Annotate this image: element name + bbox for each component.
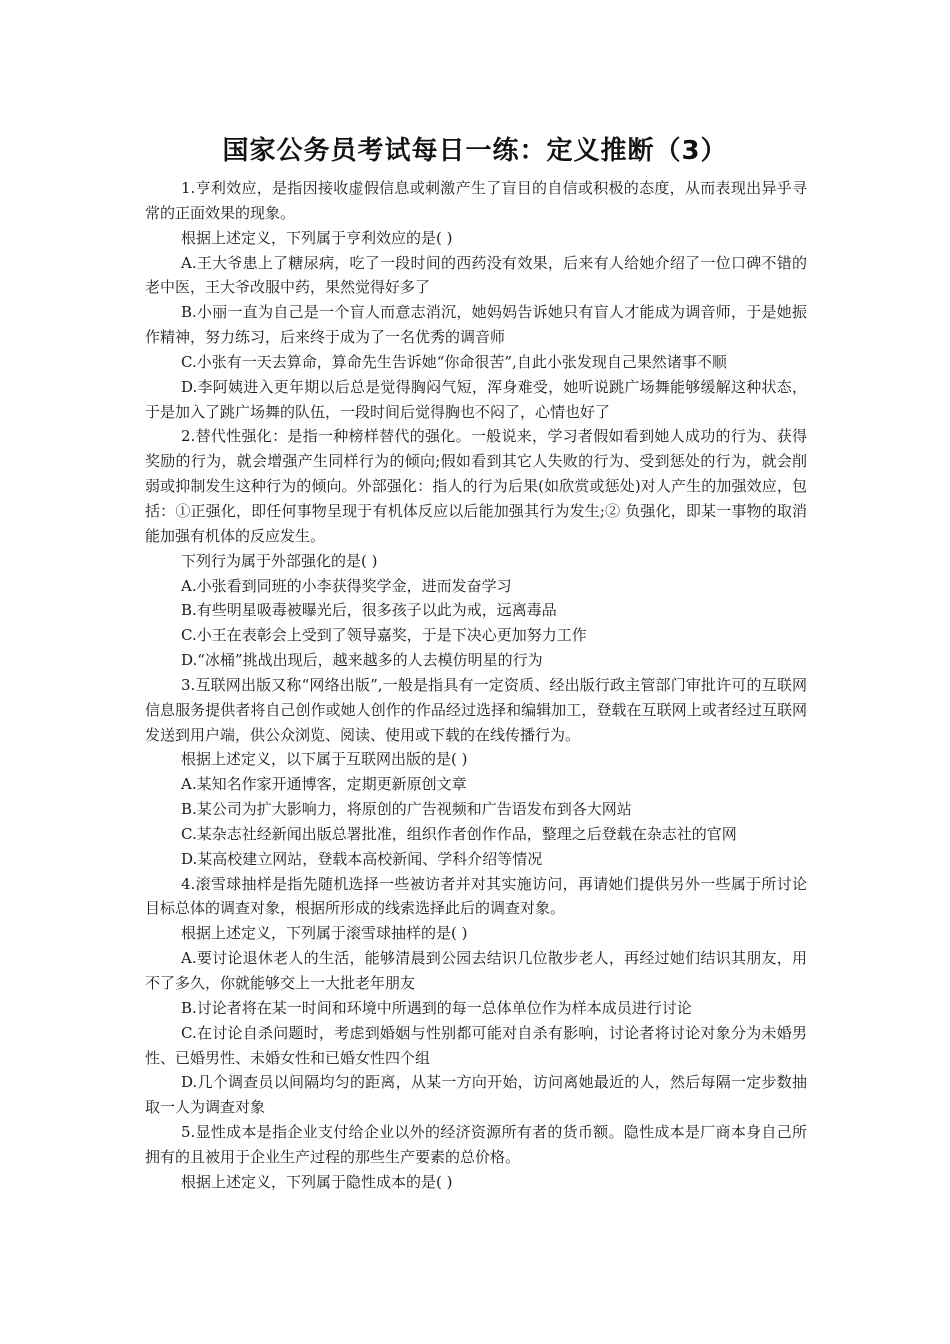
paragraph: B.有些明星吸毒被曝光后，很多孩子以此为戒，远离毒品 bbox=[181, 601, 557, 620]
paragraph: 根据上述定义，下列属于亨利效应的是( ) bbox=[181, 228, 453, 247]
paragraph: D.“冰桶”挑战出现后，越来越多的人去模仿明星的行为 bbox=[181, 651, 543, 670]
paragraph: C.某杂志社经新闻出版总署批准，组织作者创作作品，整理之后登载在杂志社的官网 bbox=[181, 824, 737, 843]
paragraph: 根据上述定义，下列属于隐性成本的是( ) bbox=[181, 1172, 453, 1191]
page-title: 国家公务员考试每日一练：定义推断（3） bbox=[222, 136, 728, 166]
paragraph: 根据上述定义，以下属于互联网出版的是( ) bbox=[181, 750, 468, 769]
paragraph: D.李阿姨进入更年期以后总是觉得胸闷气短，浑身难受，她听说跳广场舞能够缓解这种状态，于是加入了跳广场舞的队伍，一段时间后觉得胸也不闷了，心情也好了 bbox=[145, 377, 807, 421]
paragraph: D.某高校建立网站，登载本高校新闻、学科介绍等情况 bbox=[181, 849, 543, 868]
paragraph: 2.替代性强化：是指一种榜样替代的强化。一般说来，学习者假如看到她人成功的行为、获得奖励的行为，就会增强产生同样行为的倾向;假如看到其它人失败的行为、受到惩处的行为，就会削弱或抑制发生这种行为的倾向。外部强化：指人的行为后果(如欣赏或惩处)对人产生的加强效应，包括：①正强化，即任何事物呈现于有机体反应以后能加强其行为发生;② 负强化，即某一事物的取消能加强有机体的反应发生。 bbox=[145, 427, 807, 545]
paragraph: A.要讨论退休老人的生活，能够清晨到公园去结识几位散步老人，再经过她们结识其朋友，用不了多久，你就能够交上一大批老年朋友 bbox=[145, 949, 807, 992]
paragraph: A.某知名作家开通博客，定期更新原创文章 bbox=[181, 775, 467, 794]
document-body bbox=[145, 176, 807, 1195]
paragraph: B.小丽一直为自己是一个盲人而意志消沉，她妈妈告诉她只有盲人才能成为调音师，于是她振作精神，努力练习，后来终于成为了一名优秀的调音师 bbox=[145, 303, 807, 347]
paragraph: C.小王在表彰会上受到了领导嘉奖，于是下决心更加努力工作 bbox=[181, 626, 587, 645]
paragraph: D.几个调查员以间隔均匀的距离，从某一方向开始，访问离她最近的人，然后每隔一定步数抽取一人为调查对象 bbox=[145, 1073, 807, 1117]
paragraph: 根据上述定义，下列属于滚雪球抽样的是( ) bbox=[181, 924, 468, 943]
paragraph: 5.显性成本是指企业支付给企业以外的经济资源所有者的货币额。隐性成本是厂商本身自己所拥有的且被用于企业生产过程的那些生产要素的总价格。 bbox=[145, 1123, 807, 1166]
paragraph: B.某公司为扩大影响力，将原创的广告视频和广告语发布到各大网站 bbox=[181, 800, 632, 819]
paragraph: 1.亨利效应，是指因接收虚假信息或刺激产生了盲目的自信或积极的态度，从而表现出异乎寻常的正面效果的现象。 bbox=[145, 179, 807, 222]
paragraph: C.小张有一天去算命，算命先生告诉她“你命很苦”,自此小张发现自己果然诸事不顺 bbox=[181, 352, 727, 371]
paragraph: A.王大爷患上了糖尿病，吃了一段时间的西药没有效果，后来有人给她介绍了一位口碑不错的老中医，王大爷改服中药，果然觉得好多了 bbox=[145, 253, 807, 297]
paragraph: 4.滚雪球抽样是指先随机选择一些被访者并对其实施访问，再请她们提供另外一些属于所讨论目标总体的调查对象，根据所形成的线索选择此后的调查对象。 bbox=[145, 874, 807, 918]
paragraph: A.小张看到同班的小李获得奖学金，进而发奋学习 bbox=[181, 576, 512, 595]
paragraph: C.在讨论自杀问题时，考虑到婚姻与性别都可能对自杀有影响，讨论者将讨论对象分为未婚男性、已婚男性、未婚女性和已婚女性四个组 bbox=[145, 1023, 807, 1067]
paragraph: B.讨论者将在某一时间和环境中所遇到的每一总体单位作为样本成员进行讨论 bbox=[181, 998, 692, 1017]
paragraph: 3.互联网出版又称“网络出版”,一般是指具有一定资质、经出版行政主管部门审批许可的互联网信息服务提供者将自己创作或她人创作的作品经过选择和编辑加工，登载在互联网上或者经过互联网发送到用户端，供公众浏览、阅读、使用或下载的在线传播行为。 bbox=[145, 675, 807, 744]
paragraph: 下列行为属于外部强化的是( ) bbox=[181, 551, 378, 570]
